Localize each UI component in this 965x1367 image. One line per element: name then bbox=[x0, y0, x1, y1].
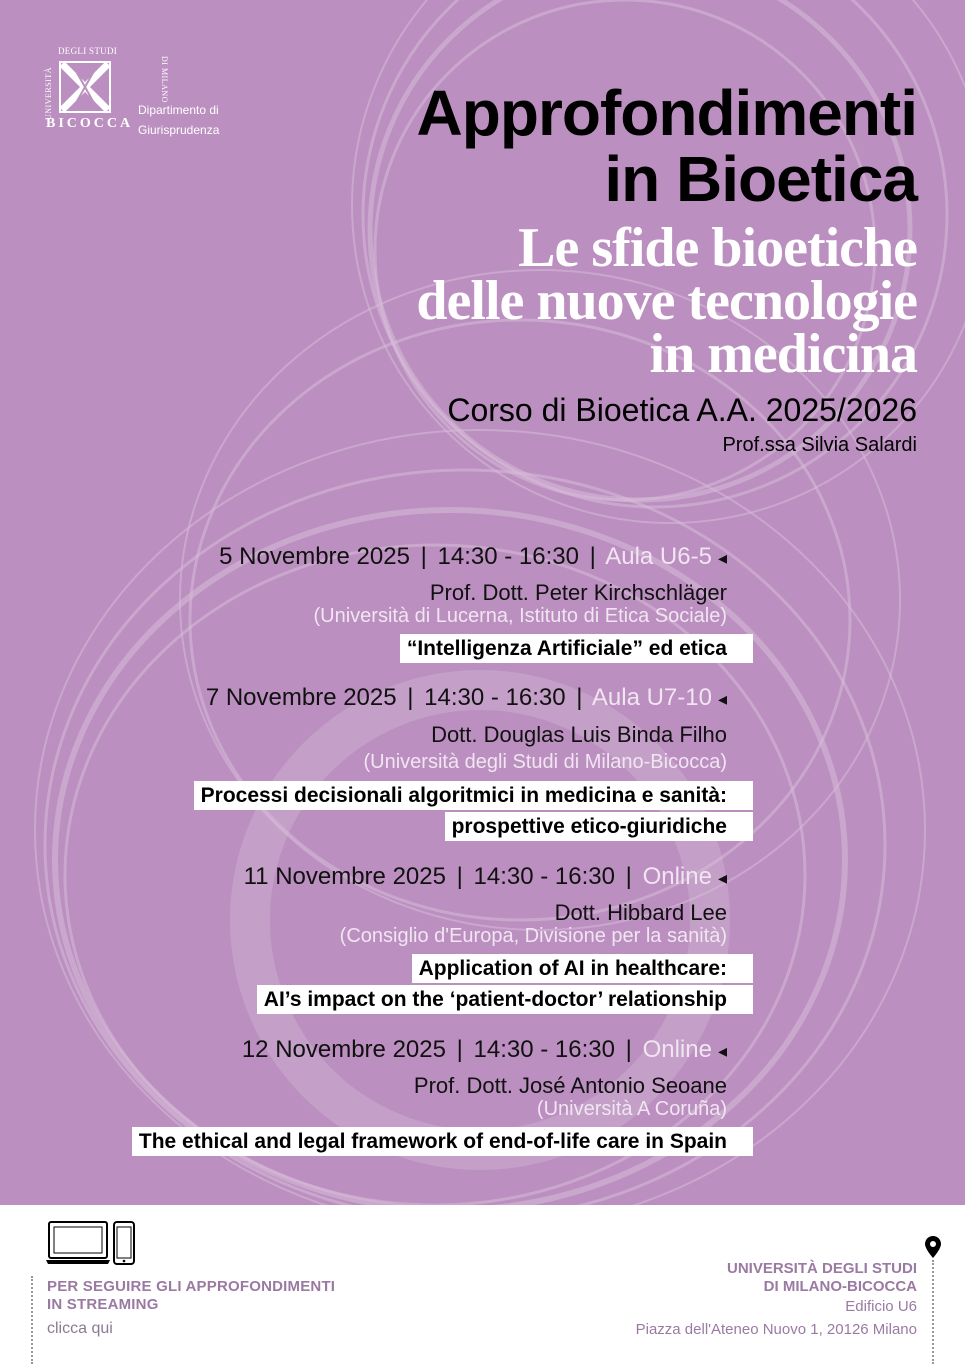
event-date: 5 Novembre 2025 bbox=[219, 543, 410, 570]
university-line-1: UNIVERSITÀ DEGLI STUDI bbox=[726, 1260, 917, 1277]
location-pin-icon bbox=[924, 1235, 942, 1259]
divider-right bbox=[932, 1260, 934, 1364]
event-2-schedule bbox=[206, 684, 727, 712]
event-3-title-line-2: AI’s impact on the ‘patient-doctor’ relationship bbox=[257, 985, 753, 1014]
venue-building: Edificio U6 bbox=[845, 1298, 917, 1315]
event-3-affiliation: (Consiglio d'Europa, Divisione per la sanità) bbox=[339, 925, 727, 947]
university-logo bbox=[44, 46, 234, 136]
event-4-affiliation: (Università A Coruña) bbox=[536, 1098, 727, 1120]
event-date: 12 Novembre 2025 bbox=[241, 1036, 446, 1063]
course-professor: Prof.ssa Silvia Salardi bbox=[722, 434, 917, 456]
event-2-speaker: Dott. Douglas Luis Binda Filho bbox=[431, 722, 727, 747]
event-date: 11 Novembre 2025 bbox=[243, 863, 446, 890]
event-3-schedule bbox=[244, 863, 727, 891]
separator: | bbox=[589, 543, 596, 570]
logo-text-left: UNIVERSITÀ bbox=[44, 67, 53, 120]
separator: | bbox=[420, 543, 427, 570]
title-line-2: in Bioetica bbox=[604, 143, 917, 215]
event-2-title-line-2: prospettive etico-giuridiche bbox=[445, 812, 753, 841]
laptop-icon bbox=[46, 1222, 110, 1264]
separator: | bbox=[625, 863, 632, 890]
streaming-link[interactable]: clicca qui bbox=[47, 1320, 113, 1337]
event-1-title: “Intelligenza Artificiale” ed etica bbox=[400, 634, 753, 663]
department-line-1: Dipartimento di bbox=[138, 103, 219, 117]
bicocca-mark-icon bbox=[58, 60, 112, 114]
event-1-schedule bbox=[219, 543, 727, 571]
event-4-title: The ethical and legal framework of end-of-life care in Spain bbox=[132, 1127, 753, 1156]
subtitle bbox=[416, 217, 917, 385]
streaming-heading bbox=[47, 1278, 335, 1314]
title-line-1: Approfondimenti bbox=[416, 77, 917, 149]
arrow-left-icon: ◂ bbox=[717, 548, 727, 568]
event-room: Aula U6-5 bbox=[605, 543, 712, 570]
event-4-schedule bbox=[242, 1036, 727, 1064]
event-time: 14:30 - 16:30 bbox=[473, 1036, 615, 1063]
event-time: 14:30 - 16:30 bbox=[473, 863, 615, 890]
event-room: Online bbox=[642, 863, 712, 890]
event-room: Online bbox=[642, 1036, 712, 1063]
main-title bbox=[416, 77, 917, 215]
subtitle-line-2: delle nuove tecnologie bbox=[416, 270, 917, 332]
logo-text-top: DEGLI STUDI bbox=[58, 46, 118, 56]
arrow-left-icon: ◂ bbox=[717, 868, 727, 888]
subtitle-line-3: in medicina bbox=[649, 323, 917, 385]
course-name: Corso di Bioetica A.A. 2025/2026 bbox=[447, 392, 917, 428]
separator: | bbox=[625, 1036, 632, 1063]
department-name bbox=[138, 100, 219, 140]
separator: | bbox=[576, 684, 583, 711]
university-line-2: DI MILANO-BICOCCA bbox=[763, 1278, 917, 1295]
event-2-title-line-1: Processi decisionali algoritmici in medicina e sanità: bbox=[194, 781, 753, 810]
event-time: 14:30 - 16:30 bbox=[424, 684, 566, 711]
event-4-speaker: Prof. Dott. José Antonio Seoane bbox=[413, 1073, 727, 1098]
event-2-affiliation: (Università degli Studi di Milano-Bicocca) bbox=[363, 751, 727, 773]
department-line-2: Giurisprudenza bbox=[138, 123, 220, 137]
event-time: 14:30 - 16:30 bbox=[437, 543, 579, 570]
divider-left bbox=[31, 1276, 33, 1364]
event-1-speaker: Prof. Dott. Peter Kirchschläger bbox=[429, 580, 727, 605]
arrow-left-icon: ◂ bbox=[717, 689, 727, 709]
logo-text-right: DI MILANO bbox=[160, 56, 169, 103]
smartphone-icon bbox=[114, 1222, 134, 1264]
streaming-devices bbox=[46, 1220, 138, 1266]
event-room: Aula U7-10 bbox=[591, 684, 712, 711]
separator: | bbox=[456, 863, 463, 890]
event-3-speaker: Dott. Hibbard Lee bbox=[554, 900, 727, 925]
logo-name: BICOCCA bbox=[46, 116, 134, 131]
subtitle-line-1: Le sfide bioetiche bbox=[518, 217, 917, 279]
venue-university bbox=[727, 1260, 917, 1296]
event-date: 7 Novembre 2025 bbox=[205, 684, 397, 711]
venue-address: Piazza dell'Ateneo Nuovo 1, 20126 Milano bbox=[635, 1321, 917, 1338]
streaming-line-2: IN STREAMING bbox=[47, 1296, 159, 1313]
event-1-affiliation: (Università di Lucerna, Istituto di Etica Sociale) bbox=[313, 605, 727, 627]
streaming-line-1: PER SEGUIRE GLI APPROFONDIMENTI bbox=[47, 1278, 336, 1295]
arrow-left-icon: ◂ bbox=[717, 1041, 727, 1061]
separator: | bbox=[456, 1036, 463, 1063]
event-3-title-line-1: Application of AI in healthcare: bbox=[412, 954, 753, 983]
separator: | bbox=[407, 684, 414, 711]
